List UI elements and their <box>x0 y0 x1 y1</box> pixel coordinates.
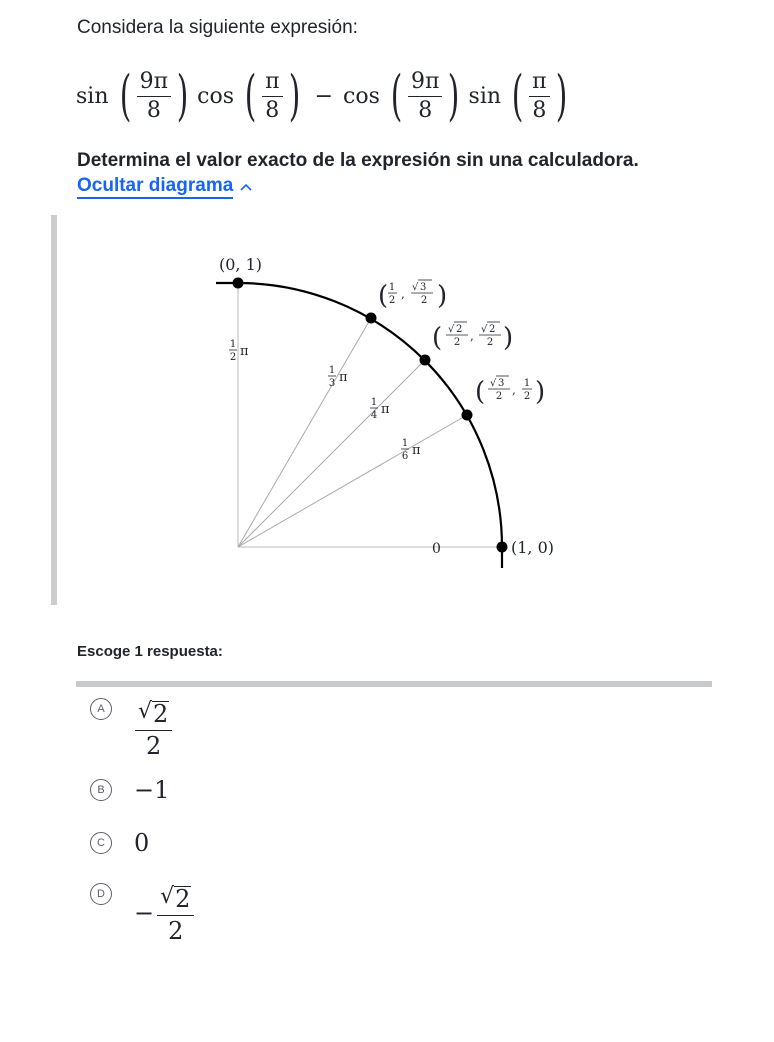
svg-text:π: π <box>339 370 348 385</box>
choice-c-value: 0 <box>134 829 150 857</box>
angle-label-quarter-pi <box>370 397 390 421</box>
svg-text:3: 3 <box>328 378 336 389</box>
right-paren: ) <box>448 64 460 127</box>
choice-c[interactable] <box>90 829 149 857</box>
sqrt-expression <box>138 701 169 727</box>
numerator: 9π <box>137 71 171 97</box>
diagram-side-bar <box>51 215 57 605</box>
fraction-pi-over-8 <box>262 68 282 123</box>
angle-label-sixth-pi <box>401 438 421 462</box>
point-45deg <box>420 355 431 366</box>
point-right <box>497 542 508 553</box>
trig-expression <box>76 62 572 130</box>
svg-text:,: , <box>401 287 405 301</box>
svg-text:2: 2 <box>486 337 494 348</box>
point-30deg <box>462 410 473 421</box>
choice-c-radio[interactable]: C <box>90 832 112 854</box>
svg-text:√: √ <box>448 324 455 335</box>
sqrt-expression <box>160 886 191 912</box>
left-paren: ( <box>244 64 257 127</box>
choice-b-radio[interactable]: B <box>90 779 112 801</box>
svg-text:1: 1 <box>523 378 531 389</box>
question-instruction: Determina el valor exacto de la expresión sin una calculadora. <box>77 150 639 171</box>
unit-circle-diagram <box>200 240 580 580</box>
label-point-60deg <box>378 280 447 311</box>
svg-text:√: √ <box>490 378 497 389</box>
radicand: 2 <box>175 885 191 913</box>
angle-label-half-pi <box>229 339 249 363</box>
left-paren: ( <box>390 64 403 127</box>
svg-text:3: 3 <box>498 378 505 389</box>
minus-operator: − <box>314 83 334 109</box>
angle-label-third-pi <box>328 365 348 389</box>
svg-text:,: , <box>512 383 516 397</box>
denominator: 2 <box>168 917 184 946</box>
right-paren: ) <box>288 64 300 127</box>
right-paren: ) <box>555 64 567 127</box>
chevron-up-icon <box>239 180 253 194</box>
choice-b[interactable] <box>90 776 169 804</box>
svg-text:2: 2 <box>495 391 503 402</box>
svg-text:1: 1 <box>370 397 378 408</box>
svg-text:,: , <box>470 329 474 343</box>
label-point-30deg <box>475 376 545 407</box>
svg-text:2: 2 <box>388 295 396 306</box>
svg-text:): ) <box>503 323 514 353</box>
point-top <box>233 278 244 289</box>
sin-function: sin <box>76 83 109 109</box>
sqrt-symbol: √ <box>138 699 153 724</box>
hide-diagram-link[interactable] <box>77 175 253 199</box>
answer-prompt: Escoge 1 respuesta: <box>77 643 223 660</box>
radicand: 2 <box>153 700 169 728</box>
fraction-9pi-over-8 <box>408 68 442 123</box>
fraction-9pi-over-8 <box>137 68 171 123</box>
point-60deg <box>366 313 377 324</box>
svg-text:6: 6 <box>401 451 409 462</box>
numerator: π <box>262 71 282 97</box>
label-point-right: (1, 0) <box>511 538 555 557</box>
svg-text:): ) <box>535 377 546 407</box>
svg-text:3: 3 <box>420 282 427 293</box>
fraction-pi-over-8 <box>529 68 549 123</box>
answers-divider <box>76 681 712 687</box>
svg-text:1: 1 <box>328 365 336 376</box>
choice-b-value: −1 <box>134 776 170 804</box>
numerator: 9π <box>408 71 442 97</box>
svg-text:2: 2 <box>420 295 428 306</box>
label-point-top: (0, 1) <box>219 255 263 274</box>
choice-a-value <box>134 698 173 761</box>
svg-text:4: 4 <box>370 410 378 421</box>
svg-text:2: 2 <box>456 324 463 335</box>
svg-text:1: 1 <box>388 282 396 293</box>
svg-text:π: π <box>240 344 249 359</box>
radius-60deg <box>238 318 371 547</box>
sqrt-symbol: √ <box>160 884 175 909</box>
denominator: 8 <box>146 97 161 123</box>
question-intro: Considera la siguiente expresión: <box>77 17 358 38</box>
hide-diagram-label: Ocultar diagrama <box>77 175 233 199</box>
sin-function: sin <box>468 83 502 109</box>
radius-30deg <box>238 415 467 547</box>
cos-function: cos <box>197 83 234 109</box>
left-paren: ( <box>119 64 131 127</box>
cos-function: cos <box>343 83 380 109</box>
svg-text:√: √ <box>412 282 419 293</box>
svg-text:π: π <box>381 402 390 417</box>
choice-a[interactable] <box>90 698 173 761</box>
numerator: π <box>529 71 549 97</box>
svg-text:√: √ <box>481 324 488 335</box>
choice-d-radio[interactable]: D <box>90 883 112 905</box>
svg-text:1: 1 <box>401 438 409 449</box>
svg-text:): ) <box>437 281 448 311</box>
svg-text:(: ( <box>475 377 486 407</box>
svg-text:2: 2 <box>453 337 461 348</box>
svg-text:π: π <box>412 443 421 458</box>
choice-d-value <box>134 883 195 946</box>
left-paren: ( <box>511 64 524 127</box>
svg-text:(: ( <box>378 281 389 311</box>
denominator: 8 <box>265 97 280 123</box>
denominator: 2 <box>146 732 162 761</box>
minus-sign: − <box>134 899 155 928</box>
svg-text:1: 1 <box>229 339 237 350</box>
svg-text:2: 2 <box>489 324 496 335</box>
denominator: 8 <box>418 97 433 123</box>
svg-text:2: 2 <box>229 352 237 363</box>
choice-a-radio[interactable]: A <box>90 698 112 720</box>
svg-text:(: ( <box>432 323 443 353</box>
svg-text:2: 2 <box>523 391 531 402</box>
label-point-45deg <box>432 322 513 353</box>
angle-label-zero: 0 <box>432 541 441 557</box>
choice-d[interactable] <box>90 883 195 946</box>
right-paren: ) <box>176 64 189 127</box>
denominator: 8 <box>532 97 547 123</box>
